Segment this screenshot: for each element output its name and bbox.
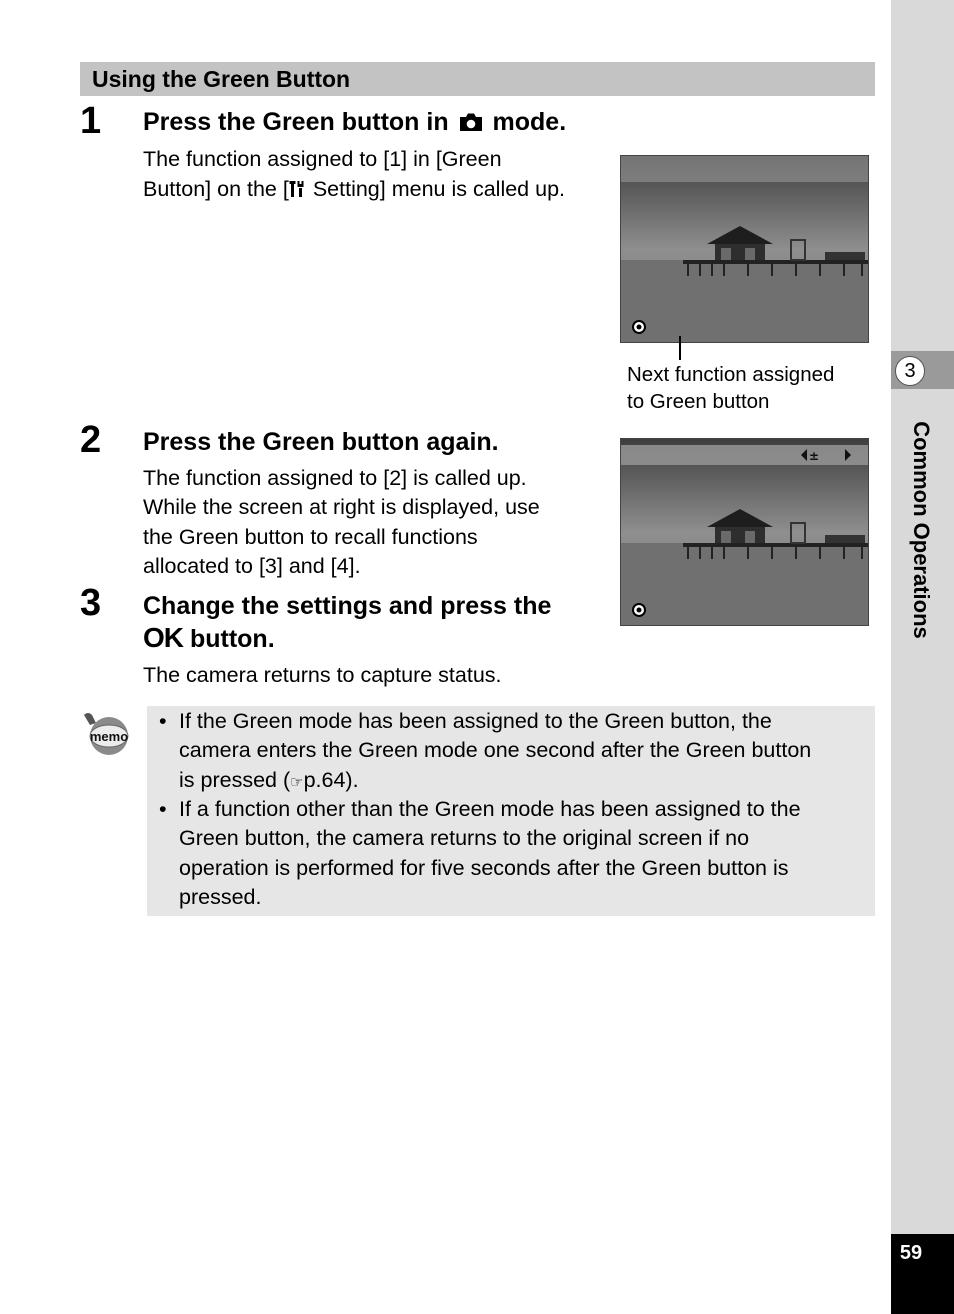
step-2-title: Press the Green button again.: [143, 428, 499, 456]
reference-hand-icon: ☞: [290, 774, 304, 791]
step-2-number: 2: [80, 419, 102, 461]
memo-item-2-line-1: • If a function other than the Green mode has been assigned to the: [159, 795, 801, 824]
svg-text:memo: memo: [89, 729, 129, 744]
svg-text:±: ±: [809, 449, 820, 463]
step-3-title-button: button.: [189, 625, 275, 653]
page-number: 59: [899, 1242, 923, 1264]
step-1-text-line-2: [143, 175, 565, 205]
step-3-title-line-1: Change the settings and press the: [143, 592, 552, 620]
camera-screen-1: [620, 155, 869, 343]
callout-label-line-2: to Green button: [627, 389, 770, 413]
callout-label: [627, 362, 834, 415]
step-2-text-line-4: allocated to [3] and [4].: [143, 554, 361, 578]
step-1-text-line-2-start: Button] on the [: [143, 177, 289, 201]
step-2-text-line-3: the Green button to recall functions: [143, 525, 478, 549]
memo-item-1-line-3: is pressed (☞p.64).: [179, 768, 359, 792]
chapter-sidebar: [891, 0, 954, 1314]
step-1-title: [143, 106, 566, 138]
chapter-title: Common Operations: [909, 421, 934, 639]
step-1-text-line-1: The function assigned to [1] in [Green: [143, 147, 502, 171]
memo-item-2-line-2: Green button, the camera returns to the original screen if no: [179, 826, 750, 850]
bullet: •: [159, 709, 167, 733]
memo-item-1-line-1: • If the Green mode has been assigned to the Green button, the: [159, 707, 772, 736]
memo-icon: [82, 711, 132, 762]
step-3-text: The camera returns to capture status.: [143, 663, 502, 687]
bullet: •: [159, 797, 167, 821]
chapter-number: 3: [895, 356, 925, 386]
callout-label-line-1: Next function assigned: [627, 363, 835, 386]
memo-item-1-line-2: camera enters the Green mode one second after the Green button: [179, 738, 812, 762]
section-title: Using the Green Button: [92, 66, 351, 92]
step-3-number: 3: [80, 582, 102, 624]
step-1-title-text: Press the Green button in: [143, 108, 449, 136]
camera-screen-2: [620, 438, 869, 626]
step-1-text-line-2-end: Setting] menu is called up.: [312, 177, 566, 201]
callout-leader-line: [679, 336, 681, 360]
camera-icon: [458, 108, 484, 128]
ok-button-icon: OK: [143, 622, 183, 653]
step-2-text-line-1: The function assigned to [2] is called up.: [143, 466, 527, 490]
memo-item-2-line-4: pressed.: [179, 885, 262, 909]
step-3-title-line-2: [143, 622, 275, 655]
step-2-text-line-2: While the screen at right is displayed, use: [143, 495, 540, 519]
setup-wrench-icon: [289, 178, 307, 198]
step-1-title-mode: mode.: [492, 108, 567, 136]
memo-item-2-line-3: operation is performed for five seconds after the Green button is: [179, 856, 789, 880]
step-1-number: 1: [80, 100, 102, 142]
